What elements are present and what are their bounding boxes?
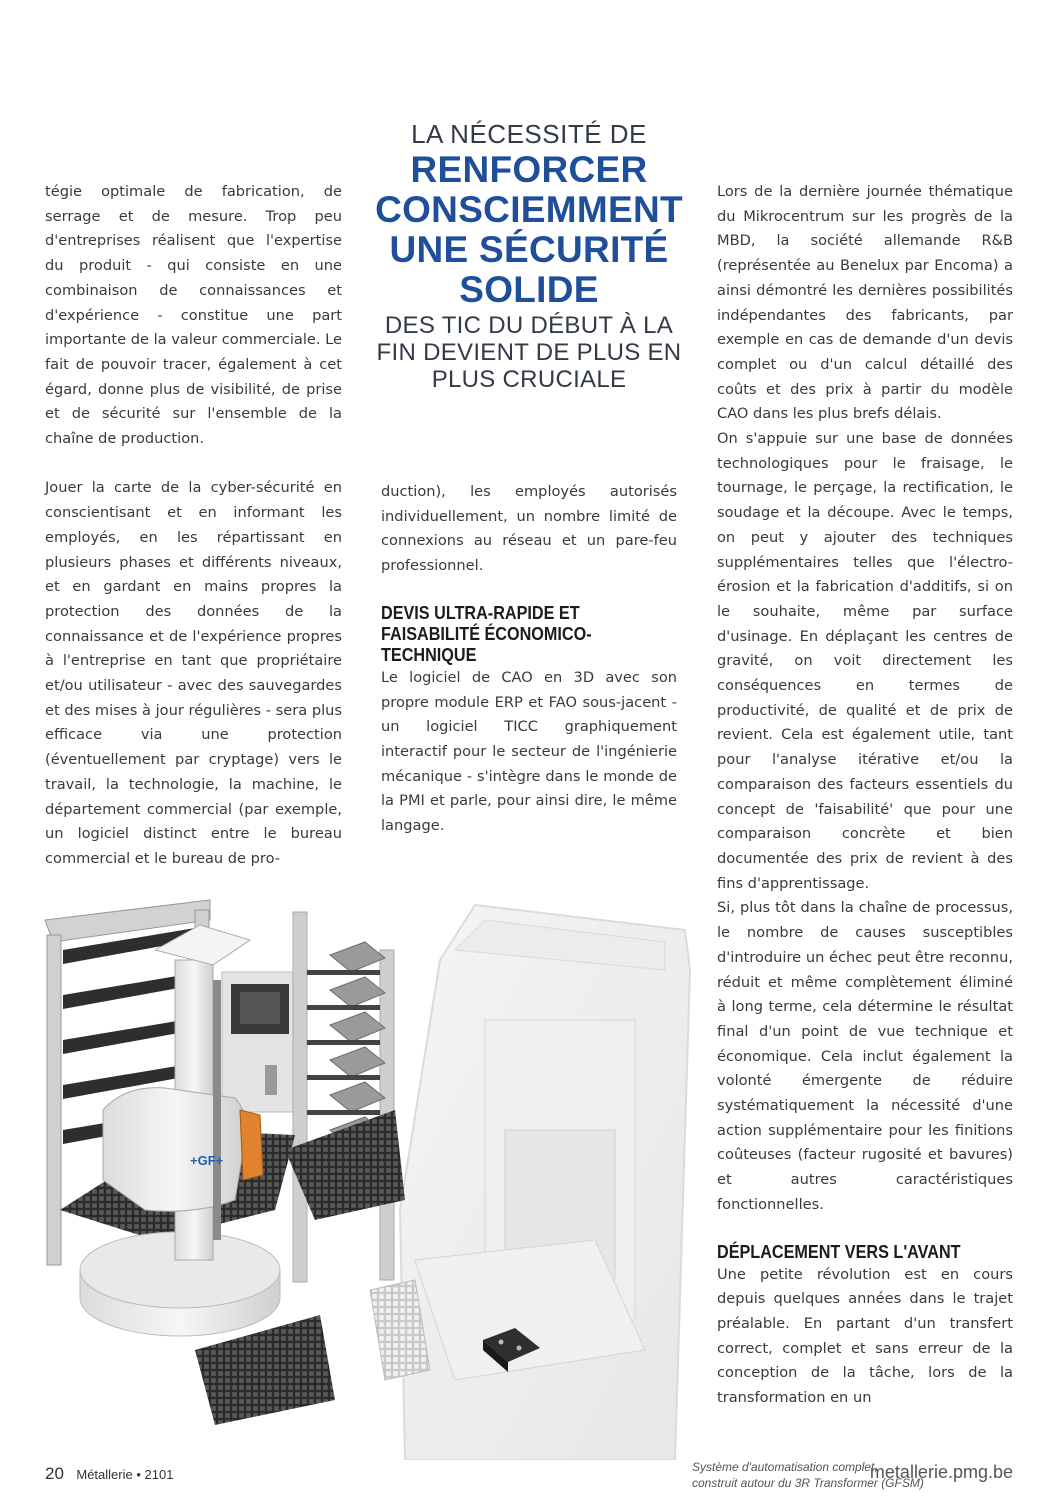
paragraph: duction), les employés autorisés individuellement, un nombre limité de connexions au réseau et un pare-feu professionnel. [381,483,677,575]
publication-issue: Métallerie • 2101 [76,1467,174,1482]
pull-quote-intro: LA NÉCESSITÉ DE [411,119,647,149]
pull-quote-tail: DES TIC DU DÉBUT À LA FIN DEVIENT DE PLUS EN PLUS CRUCIALE [376,312,682,393]
paragraph: Jouer la carte de la cyber-sécurité en conscientisant et en informant les employés, en les répartissant en plusieurs phases et différents niveaux, et en gardant en mains propres la protection des données de la connaissance et de l'expérience propres à l'entreprise en tant que propriétaire et/ou utilisateur - avec des sauvegardes et des mises à jour régulières - sera plus efficace via une protection (éventuellement par cryptage) vers le travail, la technologie, la machine, le département commercial (par exemple, un logiciel distinct entre le bureau commercial et le bureau de pro- [45,479,342,867]
pull-quote [370,118,688,393]
pull-quote-emphasis: RENFORCER CONSCIEMMENT UNE SÉCURITÉ SOLIDE [375,149,683,310]
brand-logo-label: +GF+ [190,1153,224,1168]
website-link[interactable]: metallerie.pmg.be [869,1462,1013,1482]
paragraph: Une petite révolution est en cours depuis quelques années dans le trajet préalable. En partant d'un transfert correct, complet et sans erreur de la conception de la tâche, lors de la transformation en un [717,1265,1013,1407]
right-pallet-rack [293,912,394,1282]
page-number: 20 [45,1464,64,1483]
article-column-3 [717,180,1013,1411]
section-heading: DÉPLACEMENT VERS L'AVANT [717,1241,961,1262]
paragraph: tégie optimale de fabrication, de serrage et de mesure. Trop peu d'entreprises réalisent que l'expertise du produit - qui consiste en une combinaison de connaissances et d'expérience - constitue une part importante de la valeur commerciale. Le fait de pouvoir tracer, également à cet égard, donne plus de visibilité, de prise et de sécurité sur l'ensemble de la chaîne de production. [45,183,342,448]
machine-enclosure [400,905,690,1460]
robot-cell-drawing [35,880,700,1460]
automation-system-illustration [35,880,700,1460]
paragraph: Si, plus tôt dans la chaîne de processus, le nombre de causes susceptibles d'introduire un échec peut être reconnu, réduit et même complètement éliminé à long terme, cela détermine le résultat final d'un point de vue technique et économique. Cela inclut également la volonté émergente de réduire systématiquement la nécessité d'une action supplémentaire pour les finitions coûteuses (facteur rugosité et bavures) et autres caractéristiques fonctionnelles. [717,899,1013,1213]
caption-line: Système d'automatisation complet, [692,1460,878,1474]
center-cabinet [222,972,304,1112]
article-column-1 [45,180,342,872]
caption-line: construit autour du 3R Transformer (GFSM) [692,1476,924,1490]
section-heading: DEVIS ULTRA-RAPIDE ET FAISABILITÉ ÉCONOMICO-TECHNIQUE [381,602,592,665]
paragraph: On s'appuie sur une base de données technologiques pour le fraisage, le tournage, le perçage, la rectification, le soudage et la découpe. Avec le temps, on peut y ajouter des techniques supplémentaires telles que l'électro-érosion et la fabrication d'additifs, si on le souhaite, même par surface d'usinage. En déplaçant les centres de gravité, on voit directement les conséquences en termes de productivité, de qualité et de prix de revient. Cela est également utile, tant pour l'analyse itérative et/ou la comparaison des facteurs essentiels du concept de 'faisabilité' que pour une comparaison concrète et bien documentée des prix de revient à des fins d'apprentissage. [717,430,1013,892]
paragraph: Le logiciel de CAO en 3D avec son propre module ERP et FAO sous-jacent - un logiciel TICC graphiquement interactif pour le secteur de l'ingénierie mécanique - s'intègre dans le monde de la PMI et parle, pour ainsi dire, le même langage. [381,668,677,835]
footer-left [45,1464,173,1484]
article-column-2 [381,480,677,839]
paragraph: Lors de la dernière journée thématique du Mikrocentrum sur les progrès de la MBD, la société allemande R&B (représentée au Benelux par Encoma) a ainsi démontré les dernières possibilités indépendantes des fabricants, par exemple en cas de demande d'un devis complet ou d'un calcul détaillé des coûts et des prix à partir du modèle CAO dans les plus brefs délais. [717,183,1013,423]
